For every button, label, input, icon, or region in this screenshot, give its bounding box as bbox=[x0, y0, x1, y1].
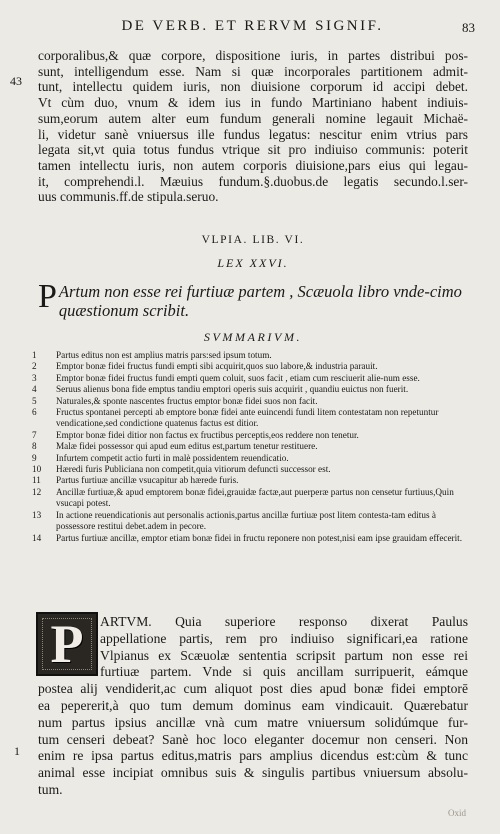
commentary-paragraph bbox=[38, 614, 468, 799]
summary-item bbox=[32, 464, 477, 475]
summarium-title: SVMMARIVM. bbox=[203, 330, 303, 344]
text-line: postea alij vendiderit,ac cum aliquot post dies apud bonæ fidei emptorē bbox=[38, 681, 468, 697]
summary-text: In actione reuendicationis aut personalis actionis,partus ancillæ furtiuæ post litem contesta-tam editus à possessore restitui debet.adem in pecore. bbox=[56, 509, 436, 532]
text-line: num partus ipsius ancillæ vnà cum matre vniuersum solidúmque fur- bbox=[38, 714, 468, 730]
summary-item bbox=[32, 430, 477, 441]
margin-note: 43 bbox=[10, 74, 22, 88]
text-line: tunt, intellectu quidem iuris, non diuisione corporum id accipi debet. bbox=[38, 79, 468, 95]
summary-number: 3 bbox=[32, 372, 37, 383]
summary-text: Partus furtiuæ ancillæ vsucapitur ab hærede furis. bbox=[56, 475, 239, 486]
summary-number: 10 bbox=[32, 464, 42, 475]
text-line: tum censeri debeat? Sanè hoc loco eleganter docemur non censeri. Non bbox=[38, 731, 468, 747]
summary-item bbox=[32, 407, 477, 430]
summary-number: 5 bbox=[32, 395, 37, 406]
summary-item bbox=[32, 441, 477, 452]
text-line: appellatione partis, rem pro indiuiso significari,ea ratione bbox=[100, 630, 468, 646]
summary-text: Emptor bonæ fidei fructus fundi empti sibi acquirit,quos suo labore,& industria parauit. bbox=[56, 361, 378, 372]
summary-number: 12 bbox=[32, 486, 42, 497]
summary-item bbox=[32, 384, 477, 395]
text-line: animal esse incipiat omnibus suis & singulis partibus vniuersum absolu- bbox=[38, 765, 468, 781]
summary-text: Malæ fidei possessor qui apud eum editus est,partum tenetur restituere. bbox=[56, 441, 318, 452]
summary-text: Seruus alienus bona fide emptus tandiu emptori operis suis acquirit , quandiu euictus non fuerit. bbox=[56, 384, 409, 395]
top-paragraph bbox=[38, 48, 468, 205]
text-line: corporalibus,& quæ corpore, dispositione iuris, in partes distribui pos- bbox=[38, 48, 468, 63]
text-line: it, comprehendi.l. Mæuius fundum.§.duobus.de legatis secundo.l.ser- bbox=[38, 173, 468, 189]
summary-item bbox=[32, 533, 477, 544]
text-line: tum. bbox=[38, 781, 63, 797]
summary-number: 14 bbox=[32, 532, 42, 543]
text-line: uus communis.ff.de stipula.seruo. bbox=[38, 189, 219, 205]
lex-heading: LEX XXVI. bbox=[217, 256, 289, 270]
text-line: enim re ipsa partus editus,matris pars amplius dicendus est:cùm & tunc bbox=[38, 748, 468, 764]
summary-text: Emptor bonæ fidei ditior non factus ex fructibus perceptis,eos reddere non tenetur. bbox=[56, 429, 359, 440]
text-line: sunt, intelligendum esse. Nam si quæ incorporales partitionem admit- bbox=[38, 63, 468, 79]
summary-text: Ancillæ furtiuæ,& apud emptorem bonæ fidei,grauidæ factæ,aut puerperæ partus non censetur furtiuus,Quin vsucapi potest. bbox=[56, 486, 454, 509]
summary-number: 7 bbox=[32, 429, 37, 440]
text-line: furtiuæ partem. Vnde si quis ancillam surripuerit, eámque bbox=[100, 664, 468, 680]
text-line: tamen intellectu iuris, non autem corporis diuisione,pars eius qui legau- bbox=[38, 157, 468, 173]
summary-number: 11 bbox=[32, 475, 41, 486]
intro-initial: P bbox=[38, 278, 57, 315]
summary-item bbox=[32, 453, 477, 464]
running-title: DE VERB. ET RERVM SIGNIF. bbox=[121, 18, 384, 34]
summary-item bbox=[32, 510, 477, 533]
summary-item bbox=[32, 361, 477, 372]
summary-number: 8 bbox=[32, 441, 37, 452]
margin-note: 1 bbox=[14, 744, 20, 758]
summary-text: Infurtem competit actio furti in malè possidentem reuendicatio. bbox=[56, 452, 289, 463]
summary-text: Hæredi furis Publiciana non competit,quia vitiorum defuncti successor est. bbox=[56, 464, 331, 475]
summary-text: Naturales,& sponte nascentes fructus emptor bonæ fidei suos non facit. bbox=[56, 395, 318, 406]
summary-item bbox=[32, 350, 477, 361]
text-line: Vt cùm duo, vnum & idem ius in fundo Martiniano habent indiuis- bbox=[38, 95, 468, 111]
text-line: Vlpianus ex Scæuolæ sententia scripsit partum non esse rei bbox=[100, 647, 468, 663]
intro-text: Artum non esse rei furtiuæ partem , Scæuola libro vnde-cimo quæstionum scribit. bbox=[58, 282, 462, 320]
summary-list bbox=[32, 350, 477, 544]
text-line: legata sit,vt quia totus fundus vtrique sit pro indiuiso communis: poterit bbox=[38, 142, 468, 158]
page-number: 83 bbox=[462, 20, 475, 35]
summary-item bbox=[32, 487, 477, 510]
ulpia-heading: VLPIA. LIB. VI. bbox=[201, 234, 305, 246]
text-line: ARTVM. Quia superiore responso dixerat Paulus bbox=[100, 614, 468, 629]
summary-number: 9 bbox=[32, 452, 37, 463]
summary-item bbox=[32, 396, 477, 407]
summary-text: Partus furtiuæ ancillæ, emptor etiam bonæ fidei in fructu reponere non potest,nisi eam ipse grauidam effecerit. bbox=[56, 532, 463, 543]
summary-number: 1 bbox=[32, 350, 37, 360]
summary-item bbox=[32, 475, 477, 486]
summary-number: 2 bbox=[32, 361, 37, 372]
lex-text bbox=[38, 278, 468, 320]
summary-item bbox=[32, 373, 477, 384]
library-stamp: Oxid bbox=[448, 808, 466, 818]
summary-number: 13 bbox=[32, 509, 42, 520]
summary-number: 6 bbox=[32, 407, 37, 418]
summary-text: Partus editus non est amplius matris pars:sed ipsum totum. bbox=[56, 350, 272, 360]
text-line: ea pepererit,à quo tum demum dominus eam vindicauit. Quærebatur bbox=[38, 697, 468, 713]
summary-number: 4 bbox=[32, 384, 37, 395]
dropcap-letter: P bbox=[50, 614, 84, 674]
text-line: sum,eorum autem alter eum fundum generali nomine legauit Michaë- bbox=[38, 110, 468, 126]
text-line: li, videtur sanè vniuersus ille fundus legatus: nescitur enim vtrius pars bbox=[38, 126, 468, 142]
summary-text: Fructus spontanei percepti ab emptore bonæ fidei ante euincendi fundi litem contestatam non repetuntur vendicatione,sed condictione quatenus factus est ditior. bbox=[56, 407, 439, 429]
summary-text: Emptor bonæ fidei fructus fundi empti quem coluit, suos facit , etiam cum resciuerit alie-num esse. bbox=[56, 372, 420, 383]
